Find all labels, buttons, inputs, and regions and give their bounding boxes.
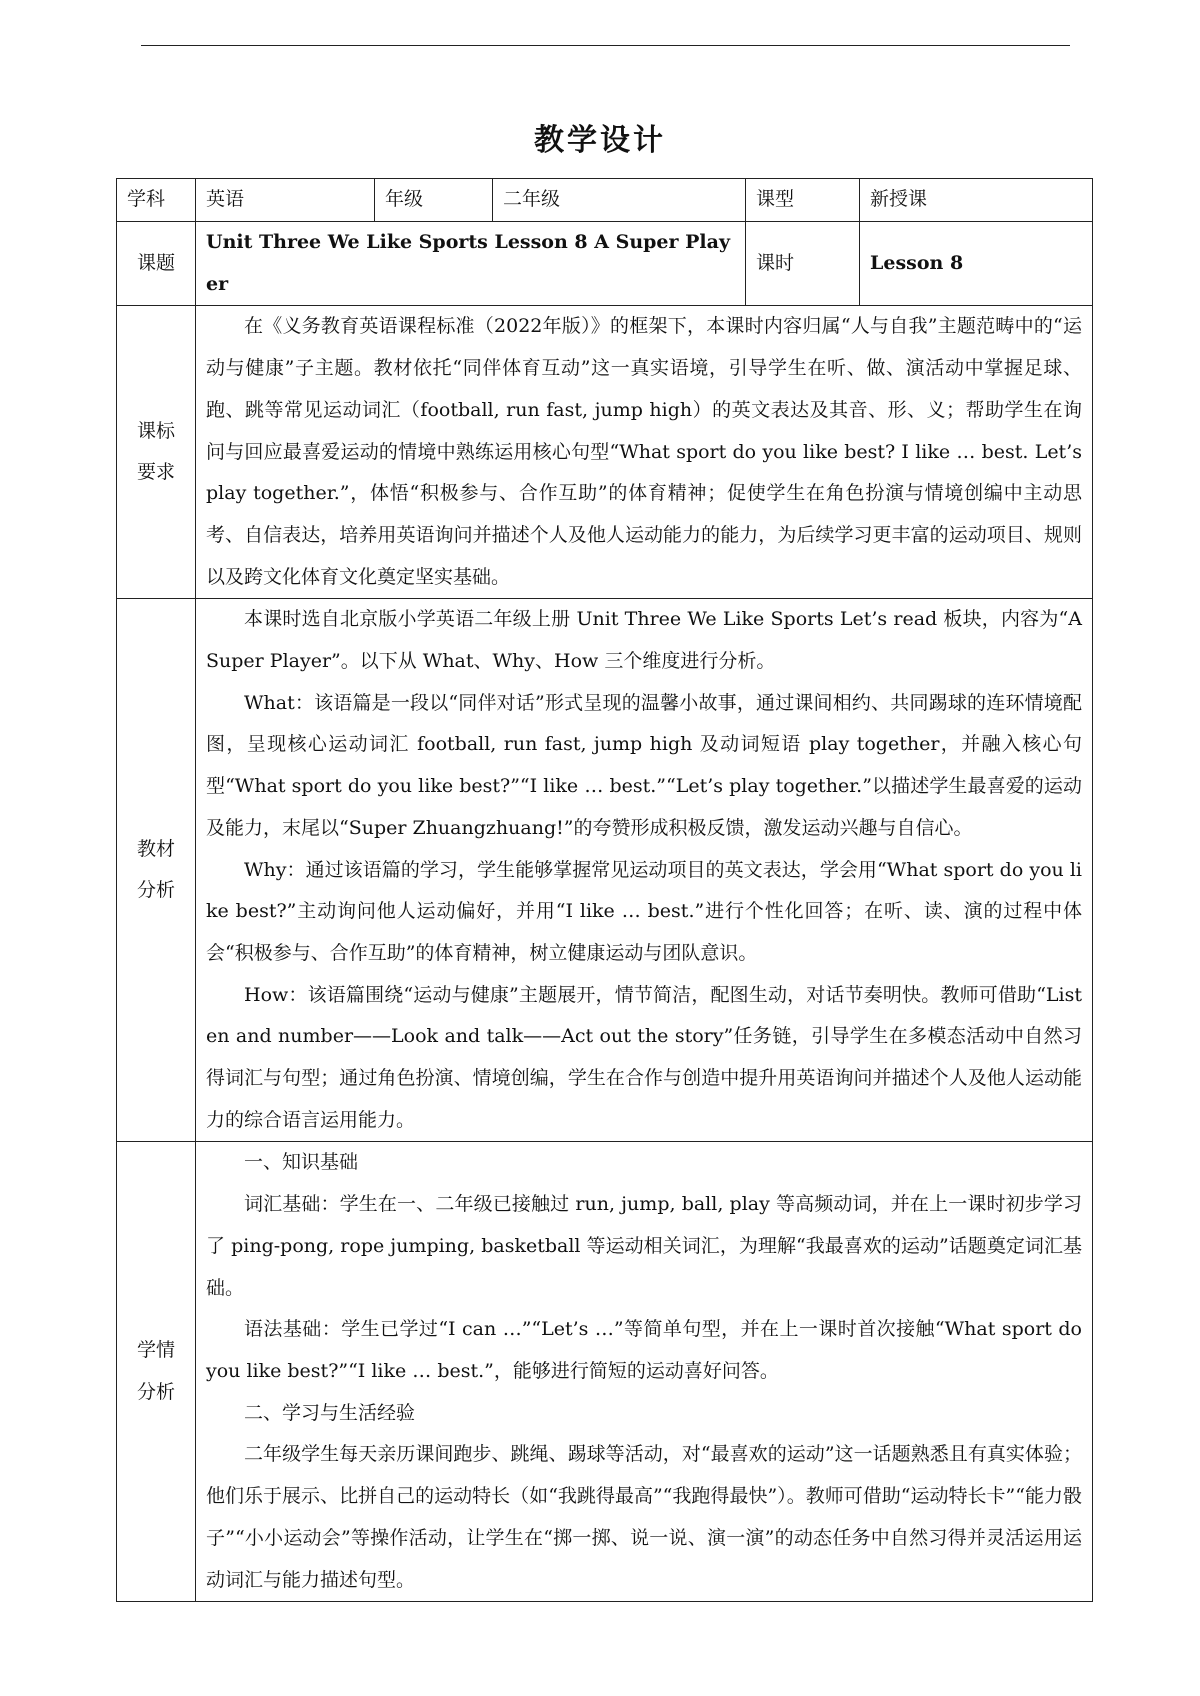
header-rule: [141, 45, 1070, 46]
type-label: 课型: [746, 179, 860, 222]
learners-label-text: 学情 分析: [136, 1339, 175, 1403]
period-label: 课时: [746, 222, 860, 306]
header-row: [117, 179, 1093, 222]
material-row: [117, 599, 1093, 1142]
learners-row: [117, 1142, 1093, 1602]
grade-value: 二年级: [493, 179, 746, 222]
subject-label: 学科: [117, 179, 196, 222]
material-label: [117, 599, 196, 1142]
lesson-design-table: [116, 178, 1093, 1602]
material-paragraph-intro: 本课时选自北京版小学英语二年级上册 Unit Three We Like Sports Let’s read 板块，内容为“A Super Player”。以下从 What、Why、How 三个维度进行分析。: [206, 608, 1082, 673]
document-title: 教学设计: [534, 123, 666, 158]
material-paragraph-what: What：该语篇是一段以“同伴对话”形式呈现的温馨小故事，通过课间相约、共同踢球的连环情境配图，呈现核心运动词汇 football, run fast, jump high 及动词短语 play together，并融入核心句型“What sport do you like best?”“I like … best.”“Let’s play together.”以描述学生最喜爱的运动及能力，末尾以“Super Zhuangzhuang!”的夸赞形成积极反馈，激发运动兴趣与自信心。: [206, 691, 1082, 839]
learners-heading-knowledge: 一、知识基础: [244, 1151, 359, 1174]
material-paragraph-why: Why：通过该语篇的学习，学生能够掌握常见运动项目的英文表达，学会用“What sport do you like best?”主动询问他人运动偏好，并用“I like … best.”进行个性化回答；在听、读、演的过程中体会“积极参与、合作互助”的体育精神，树立健康运动与团队意识。: [206, 858, 1082, 964]
topic-label: 课题: [117, 222, 196, 306]
material-content: [196, 599, 1093, 1142]
subject-value: 英语: [196, 179, 375, 222]
topic-value: Unit Three We Like Sports Lesson 8 A Super Player: [196, 222, 746, 306]
topic-row: [117, 222, 1093, 306]
type-value: 新授课: [860, 179, 1093, 222]
standards-label: [117, 306, 196, 599]
learners-label: [117, 1142, 196, 1602]
standards-row: [117, 306, 1093, 599]
material-paragraph-how: How：该语篇围绕“运动与健康”主题展开，情节简洁，配图生动，对话节奏明快。教师可借助“Listen and number——Look and talk——Act out the story”任务链，引导学生在多模态活动中自然习得词汇与句型；通过角色扮演、情境创编，学生在合作与创造中提升用英语询问并描述个人及他人运动能力的综合语言运用能力。: [206, 983, 1082, 1131]
grade-label: 年级: [375, 179, 493, 222]
standards-label-text: 课标 要求: [136, 419, 175, 484]
learners-paragraph-experience: 二年级学生每天亲历课间跑步、跳绳、踢球等活动，对“最喜欢的运动”这一话题熟悉且有真实体验；他们乐于展示、比拼自己的运动特长（如“我跳得最高”“我跑得最快”）。教师可借助“运动特长卡”“能力骰子”“小小运动会”等操作活动，让学生在“掷一掷、说一说、演一演”的动态任务中自然习得并灵活运用运动词汇与能力描述句型。: [206, 1443, 1082, 1591]
standards-content: [196, 306, 1093, 599]
learners-paragraph-grammar: 语法基础：学生已学过“I can …”“Let’s …”等简单句型，并在上一课时首次接触“What sport do you like best?”“I like … best.”，能够进行简短的运动喜好问答。: [206, 1318, 1082, 1382]
learners-content: [196, 1142, 1093, 1602]
material-label-text: 教材 分析: [136, 837, 175, 902]
standards-paragraph: 在《义务教育英语课程标准（2022年版）》的框架下，本课时内容归属“人与自我”主题范畴中的“运动与健康”子主题。教材依托“同伴体育互动”这一真实语境，引导学生在听、做、演活动中掌握足球、跑、跳等常见运动词汇（football, run fast, jump high）的英文表达及其音、形、义；帮助学生在询问与回应最喜爱运动的情境中熟练运用核心句型“What sport do you like best? I like … best. Let’s play together.”，体悟“积极参与、合作互助”的体育精神；促使学生在角色扮演与情境创编中主动思考、自信表达，培养用英语询问并描述个人及他人运动能力的能力，为后续学习更丰富的运动项目、规则以及跨文化体育文化奠定坚实基础。: [206, 315, 1082, 588]
period-value: Lesson 8: [860, 222, 1093, 306]
learners-paragraph-vocabulary: 词汇基础：学生在一、二年级已接触过 run, jump, ball, play 等高频动词，并在上一课时初步学习了 ping-pong, rope jumping, basketball 等运动相关词汇，为理解“我最喜欢的运动”话题奠定词汇基础。: [206, 1193, 1082, 1299]
learners-heading-experience: 二、学习与生活经验: [244, 1401, 416, 1424]
